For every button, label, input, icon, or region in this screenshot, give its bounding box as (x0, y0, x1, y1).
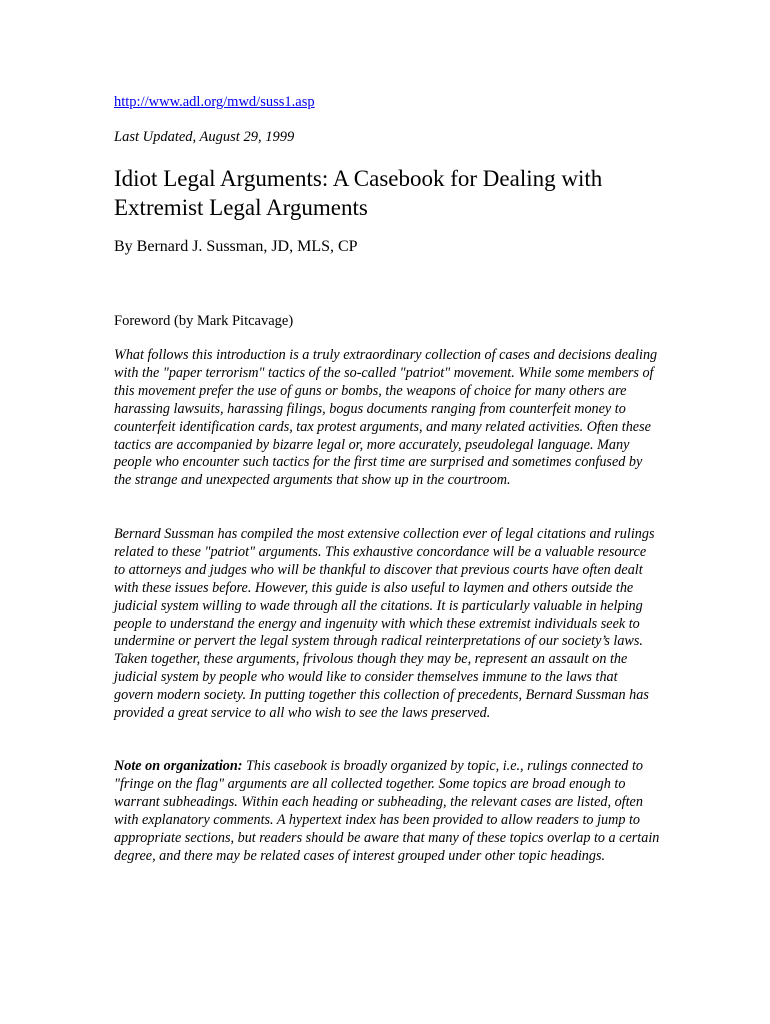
author-byline: By Bernard J. Sussman, JD, MLS, CP (114, 238, 358, 255)
page-title: Idiot Legal Arguments: A Casebook for Dealing with Extremist Legal Arguments (114, 166, 603, 220)
foreword-heading: Foreword (by Mark Pitcavage) (114, 313, 294, 329)
source-url-link[interactable]: http://www.adl.org/mwd/suss1.asp (114, 94, 315, 110)
foreword-paragraph-1: What follows this introduction is a truly extraordinary collection of cases and decisions dealing with the "paper terrorism" tactics of the so-called "patriot" movement. While some members of this movement prefer the use of guns or bombs, the weapons of choice for many others are harassing lawsuits, harassing filings, bogus documents ranging from counterfeit money to counterfeit identification cards, tax protest arguments, and many related activities. Often these tactics are accompanied by bizarre legal or, more accurately, pseudolegal language. Many people who encounter such tactics for the first time are surprised and sometimes confused by the strange and unexpected arguments that show up in the courtroom. (114, 347, 658, 489)
last-updated-date: Last Updated, August 29, 1999 (114, 129, 295, 145)
organization-note-text: This casebook is broadly organized by topic, i.e., rulings connected to "fringe on the flag" arguments are all collected together. Some topics are broad enough to warrant subheadings. Within each heading or subheading, the relevant cases are listed, often with explanatory comments. A hypertext index has been provided to allow readers to jump to appropriate sections, but readers should be aware that many of these topics overlap to a certain degree, and there may be related cases of interest grouped under other topic headings. (114, 758, 660, 864)
organization-note-label: Note on organization: (114, 758, 243, 774)
foreword-paragraph-2: Bernard Sussman has compiled the most extensive collection ever of legal citations and rulings related to these "patriot" arguments. This exhaustive concordance will be a valuable resource to attorneys and judges who will be thankful to discover that previous courts have often dealt with these issues before. However, this guide is also useful to laymen and others outside the judicial system willing to wade through all the citations. It is particularly valuable in helping people to understand the energy and ingenuity with which these extremist individuals seek to undermine or pervert the legal system through radical reinterpretations of our society’s laws. Taken together, these arguments, frivolous though they may be, represent an assault on the judicial system by people who would like to consider themselves immune to the laws that govern modern society. In putting together this collection of precedents, Bernard Sussman has provided a great service to all who wish to see the laws preserved. (114, 526, 655, 722)
organization-note (114, 758, 660, 865)
